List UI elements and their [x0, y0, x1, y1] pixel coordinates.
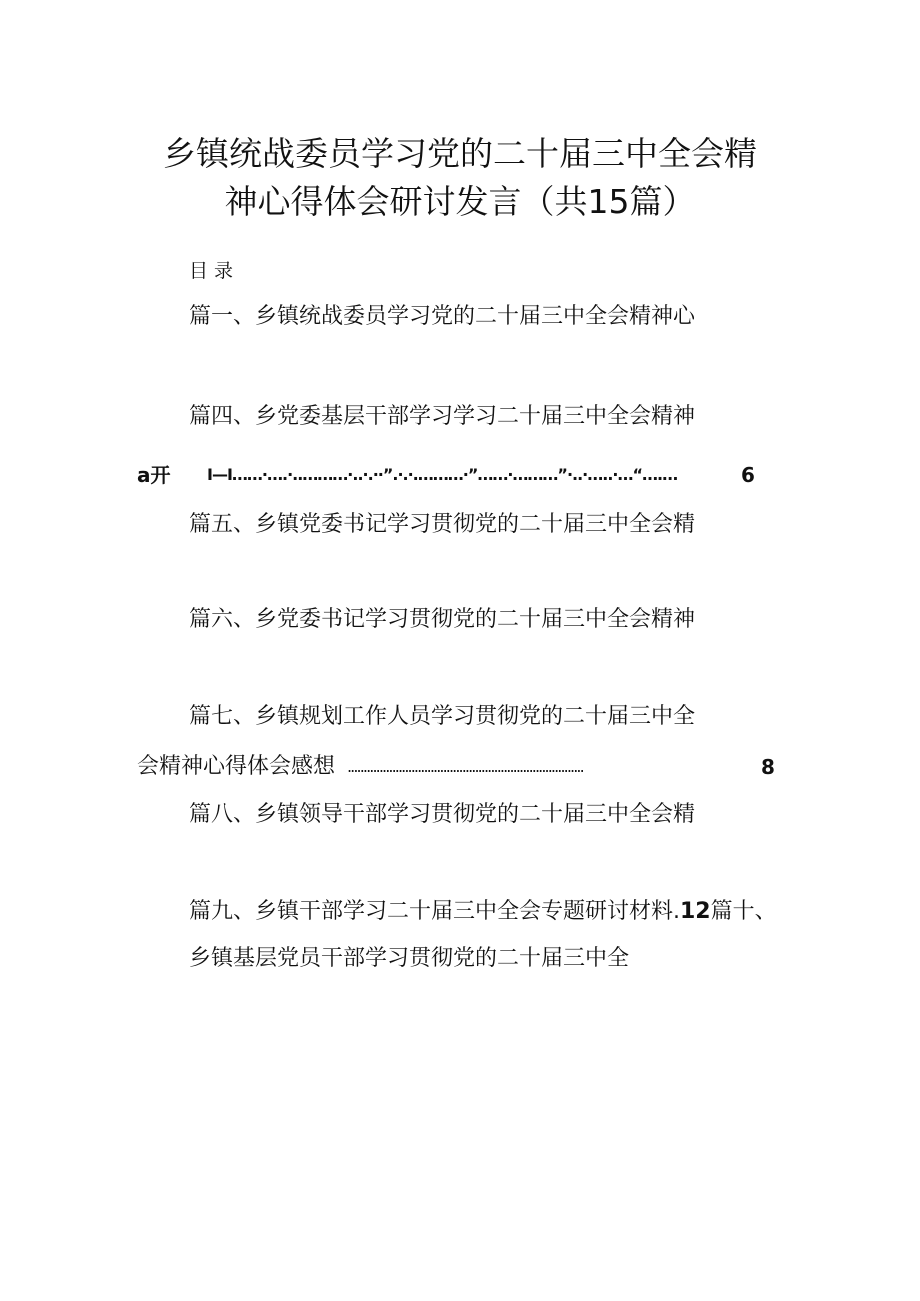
toc-entry-9-row: [189, 898, 777, 926]
toc-entry-8: 篇八、乡镇领导干部学习贯彻党的二十届三中全会精: [189, 802, 696, 827]
toc-entry-1: 篇一、乡镇统战委员学习党的二十届三中全会精神心: [189, 304, 696, 329]
toc-entry-7-page-number: 8: [761, 755, 775, 779]
toc-entry-10: 乡镇基层党员干部学习贯彻党的二十届三中全: [189, 946, 630, 971]
toc-entry-4-page-number: 6: [741, 463, 755, 487]
document-title-line-2: 神心得体会研讨发言（共15篇）: [224, 182, 696, 221]
document-title-line-1: 乡镇统战委员学习党的二十届三中全会精: [163, 134, 757, 173]
toc-entry-7-continuation: 会精神心得体会感想: [137, 754, 336, 779]
toc-entry-7-leader: ..........................................................................: [347, 757, 583, 776]
toc-entry-7: 篇七、乡镇规划工作人员学习贯彻党的二十届三中全: [189, 704, 696, 729]
toc-entry-9: 篇九、乡镇干部学习二十届三中全会专题研讨材料.: [189, 899, 680, 924]
toc-entry-6: 篇六、乡党委书记学习贯彻党的二十届三中全会精神: [189, 607, 696, 632]
toc-entry-9-page-number: 12: [680, 899, 711, 924]
toc-heading: 目录: [189, 260, 240, 282]
toc-entry-4-leader: I—I……·….·..………·..·.··”.·.·.………·”……·………”·..·…..·…“….…: [207, 465, 678, 484]
toc-entry-10-prefix: 篇十、: [710, 899, 777, 924]
toc-entry-4: 篇四、乡党委基层干部学习学习二十届三中全会精神: [189, 404, 696, 429]
toc-entry-4-prefix: a开: [137, 463, 171, 487]
toc-entry-5: 篇五、乡镇党委书记学习贯彻党的二十届三中全会精: [189, 512, 696, 537]
